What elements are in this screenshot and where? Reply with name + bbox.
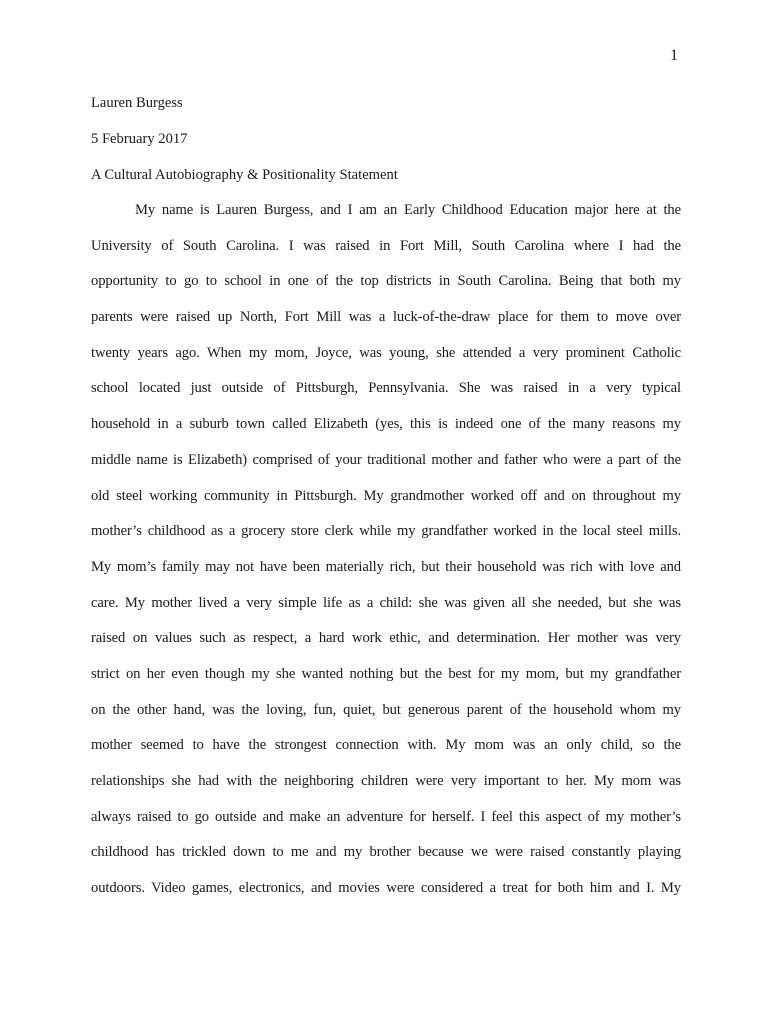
body-line: outdoors. Video games, electronics, and movies were considered a treat for both him and I. My (91, 880, 681, 897)
body-line: strict on her even though my she wanted nothing but the best for my mom, but my grandfather (91, 665, 681, 682)
body-line: care. My mother lived a very simple life as a child: she was given all she needed, but she was (91, 594, 681, 611)
body-line: household in a suburb town called Elizabeth (yes, this is indeed one of the many reasons my (91, 416, 681, 433)
body-line: mother’s childhood as a grocery store clerk while my grandfather worked in the local steel mills. (91, 523, 681, 540)
body-line: childhood has trickled down to me and my brother because we were raised constantly playing (91, 844, 681, 861)
body-line: My mom’s family may not have been materially rich, but their household was rich with love and (91, 558, 681, 575)
body-line: mother seemed to have the strongest connection with. My mom was an only child, so the (91, 737, 681, 754)
body-line: school located just outside of Pittsburgh, Pennsylvania. She was raised in a very typical (91, 380, 681, 397)
document-title: A Cultural Autobiography & Positionality Statement (91, 167, 398, 183)
body-line: opportunity to go to school in one of the top districts in South Carolina. Being that both my (91, 273, 681, 290)
body-line: raised on values such as respect, a hard work ethic, and determination. Her mother was very (91, 630, 681, 647)
body-line: relationships she had with the neighboring children were very important to her. My mom was (91, 773, 681, 789)
body-line: twenty years ago. When my mom, Joyce, was young, she attended a very prominent Catholic (91, 344, 681, 361)
body-line: middle name is Elizabeth) comprised of your traditional mother and father who were a part of the (91, 451, 681, 468)
body-line: on the other hand, was the loving, fun, quiet, but generous parent of the household whom my (91, 701, 681, 718)
author-name: Lauren Burgess (91, 95, 183, 111)
body-line: University of South Carolina. I was raised in Fort Mill, South Carolina where I had the (91, 237, 681, 254)
page-number: 1 (670, 47, 678, 64)
body-line: My name is Lauren Burgess, and I am an Early Childhood Education major here at the (135, 202, 681, 218)
body-line: old steel working community in Pittsburgh. My grandmother worked off and on throughout my (91, 487, 681, 504)
document-date: 5 February 2017 (91, 131, 188, 147)
body-paragraph (91, 200, 681, 914)
body-line: parents were raised up North, Fort Mill was a luck-of-the-draw place for them to move over (91, 309, 681, 326)
body-line: always raised to go outside and make an adventure for herself. I feel this aspect of my mother’s (91, 808, 681, 825)
